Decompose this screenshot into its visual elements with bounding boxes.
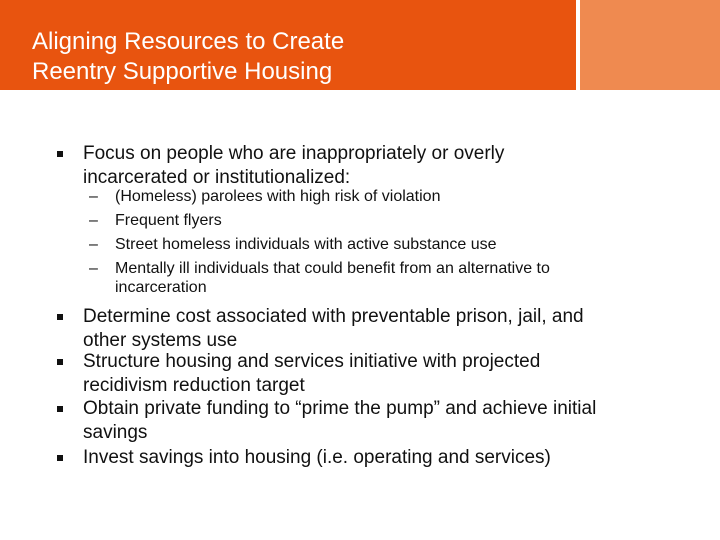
bullet-item <box>83 446 703 470</box>
square-bullet-icon <box>57 151 63 157</box>
dash-bullet-icon: – <box>89 212 98 229</box>
slide-title-line: Reentry Supportive Housing <box>32 58 333 85</box>
sub-bullet-text: (Homeless) parolees with high risk of violation <box>115 188 441 205</box>
sub-bullet-item <box>89 187 695 206</box>
sub-bullet-item <box>89 259 695 297</box>
bullet-item <box>83 397 703 445</box>
sub-bullet-item <box>89 211 695 230</box>
bullet-item <box>83 142 703 190</box>
slide-title-line: Aligning Resources to Create <box>32 28 345 55</box>
bullet-item <box>83 350 703 398</box>
bullet-text: Focus on people who are inappropriately or overly <box>83 143 505 164</box>
bullet-text: incarcerated or institutionalized: <box>83 167 351 188</box>
dash-bullet-icon: – <box>89 188 98 205</box>
dash-bullet-icon: – <box>89 236 98 253</box>
sub-bullet-text: Street homeless individuals with active substance use <box>115 236 497 253</box>
sub-bullet-text: Frequent flyers <box>115 212 222 229</box>
bullet-text: other systems use <box>83 330 238 351</box>
sub-bullet-text: incarceration <box>115 279 207 296</box>
bullet-text: Obtain private funding to “prime the pump” and achieve initial <box>83 398 597 419</box>
square-bullet-icon <box>57 314 63 320</box>
dash-bullet-icon: – <box>89 260 98 277</box>
bullet-item <box>83 305 703 353</box>
sub-bullet-item <box>89 235 695 254</box>
bullet-text: Determine cost associated with preventable prison, jail, and <box>83 306 584 327</box>
bullet-text: Structure housing and services initiative with projected <box>83 351 541 372</box>
square-bullet-icon <box>57 455 63 461</box>
square-bullet-icon <box>57 359 63 365</box>
bullet-text: recidivism reduction target <box>83 375 305 396</box>
bullet-text: savings <box>83 422 148 443</box>
square-bullet-icon <box>57 406 63 412</box>
bullet-text: Invest savings into housing (i.e. operating and services) <box>83 447 551 468</box>
sub-bullet-text: Mentally ill individuals that could benefit from an alternative to <box>115 260 550 277</box>
